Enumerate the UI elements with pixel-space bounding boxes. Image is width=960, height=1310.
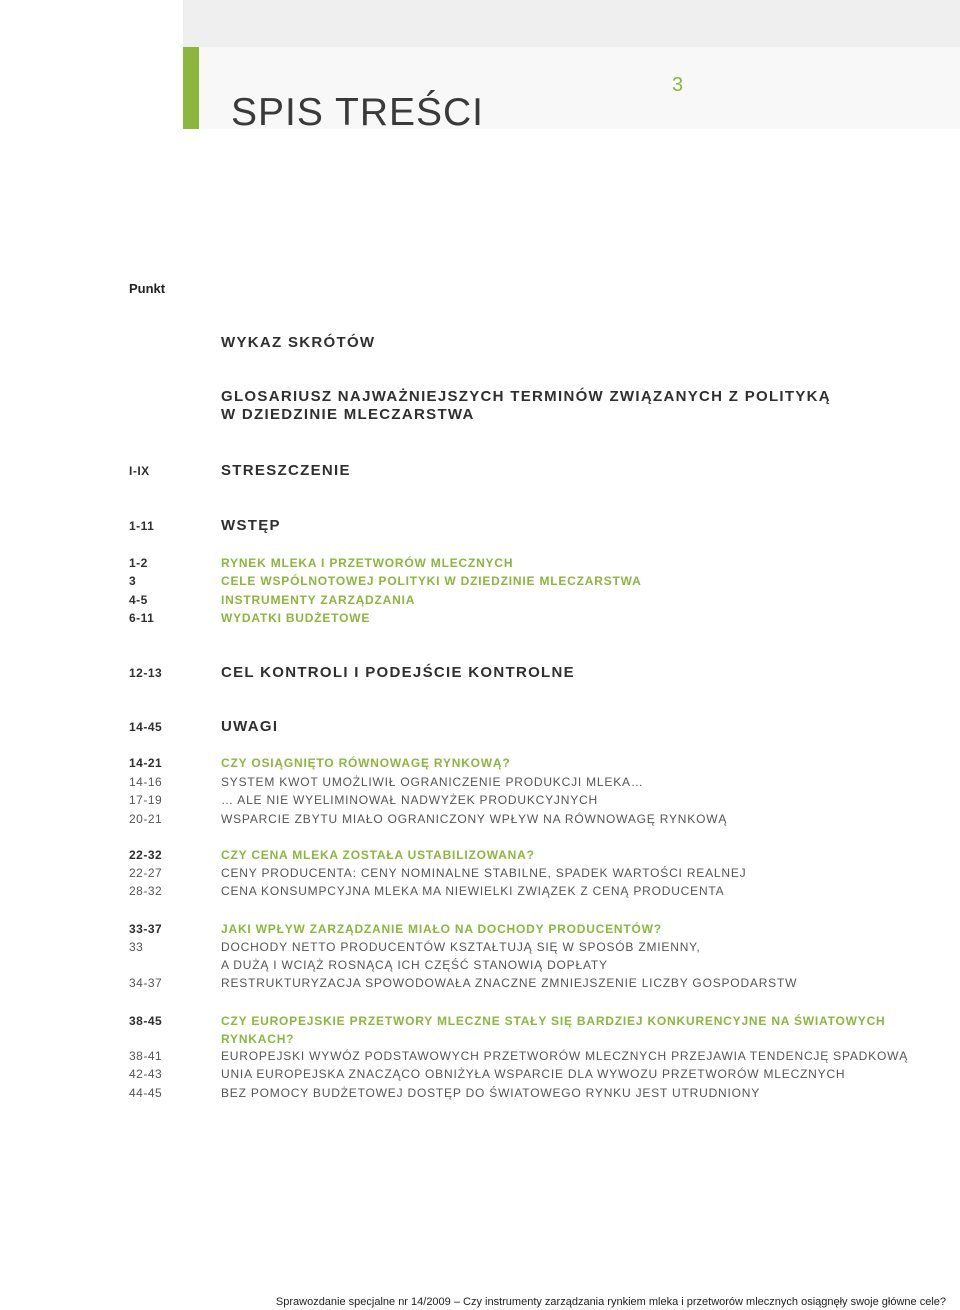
- toc-entry[interactable]: [0, 756, 960, 776]
- toc-entry[interactable]: [0, 664, 960, 684]
- toc-entry-number: 22-27: [129, 866, 163, 880]
- toc-entry-number: 42-43: [129, 1067, 163, 1081]
- toc-entry-number: 6-11: [129, 611, 155, 625]
- toc-entry-title: WSTĘP: [221, 517, 281, 534]
- toc-entry-title: RYNEK MLEKA I PRZETWORÓW MLECZNYCH: [221, 556, 514, 570]
- toc-entry-number: 1-2: [129, 556, 148, 570]
- toc-entry-title: BEZ POMOCY BUDŻETOWEJ DOSTĘP DO ŚWIATOWEGO RYNKU JEST UTRUDNIONY: [221, 1086, 761, 1100]
- toc-entry-title: UNIA EUROPEJSKA ZNACZĄCO OBNIŻYŁA WSPARCIE DLA WYWOZU PRZETWORÓW MLECZNYCH: [221, 1067, 846, 1081]
- toc-entry-title: DOCHODY NETTO PRODUCENTÓW KSZTAŁTUJĄ SIĘ W SPOSÓB ZMIENNY,: [221, 940, 701, 954]
- toc-entry[interactable]: [0, 1049, 960, 1069]
- toc-entry[interactable]: [0, 611, 960, 631]
- toc-entry-number: 38-45: [129, 1014, 163, 1028]
- toc-entry-number: 17-19: [129, 793, 163, 807]
- toc-entry-title: STRESZCZENIE: [221, 462, 351, 479]
- toc-entry[interactable]: [0, 958, 960, 978]
- toc-entry[interactable]: [0, 462, 960, 482]
- toc-entry[interactable]: [0, 976, 960, 996]
- toc-entry-number: 14-45: [129, 720, 163, 734]
- toc-entry-title: … ALE NIE WYELIMINOWAŁ NADWYŻEK PRODUKCYJNYCH: [221, 793, 598, 807]
- toc-entry[interactable]: [0, 793, 960, 813]
- toc-entry-title: SYSTEM KWOT UMOŻLIWIŁ OGRANICZENIE PRODUKCJI MLEKA…: [221, 775, 644, 789]
- toc-entry-number: 1-11: [129, 519, 155, 533]
- toc-entry-title: RYNKACH?: [221, 1032, 295, 1046]
- toc-entry-title: JAKI WPŁYW ZARZĄDZANIE MIAŁO NA DOCHODY PRODUCENTÓW?: [221, 922, 662, 936]
- toc-entry[interactable]: [0, 1067, 960, 1087]
- toc-entry[interactable]: [0, 593, 960, 613]
- toc-entry[interactable]: [0, 517, 960, 537]
- toc-entry-title: CENA KONSUMPCYJNA MLEKA MA NIEWIELKI ZWIĄZEK Z CENĄ PRODUCENTA: [221, 884, 725, 898]
- toc-entry-number: 14-21: [129, 756, 163, 770]
- toc-entry-number: 28-32: [129, 884, 163, 898]
- toc-entry-number: 14-16: [129, 775, 163, 789]
- toc-entry[interactable]: [0, 334, 960, 354]
- toc-entry-number: 3: [129, 574, 137, 588]
- toc-entry-number: 34-37: [129, 976, 163, 990]
- toc-entry[interactable]: [0, 1014, 960, 1034]
- toc-entry-title: CZY EUROPEJSKIE PRZETWORY MLECZNE STAŁY SIĘ BARDZIEJ KONKURENCYJNE NA ŚWIATOWYCH: [221, 1014, 886, 1028]
- toc-entry-number: I-IX: [129, 464, 150, 478]
- toc-entry-number: 22-32: [129, 848, 163, 862]
- header-gray-band: [183, 0, 960, 47]
- toc-entry-title: WYKAZ SKRÓTÓW: [221, 334, 376, 351]
- toc-entry[interactable]: [0, 1086, 960, 1106]
- toc-entry[interactable]: [0, 884, 960, 904]
- toc-entry-number: 33: [129, 940, 144, 954]
- toc-entry[interactable]: [0, 718, 960, 738]
- page-title: SPIS TREŚCI: [231, 91, 485, 134]
- toc-entry-title: CELE WSPÓLNOTOWEJ POLITYKI W DZIEDZINIE MLECZARSTWA: [221, 574, 642, 588]
- toc-entry-title: CZY OSIĄGNIĘTO RÓWNOWAGĘ RYNKOWĄ?: [221, 756, 511, 770]
- toc-entry-title: UWAGI: [221, 718, 279, 735]
- toc-entry[interactable]: [0, 848, 960, 868]
- toc-entry-number: 4-5: [129, 593, 148, 607]
- toc-entry-number: 44-45: [129, 1086, 163, 1100]
- column-label-punkt: Punkt: [129, 281, 166, 296]
- toc-entry-number: 38-41: [129, 1049, 163, 1063]
- toc-entry-title: CZY CENA MLEKA ZOSTAŁA USTABILIZOWANA?: [221, 848, 535, 862]
- toc-entry[interactable]: [0, 775, 960, 795]
- toc-entry-title: W DZIEDZINIE MLECZARSTWA: [221, 406, 475, 423]
- toc-entry-title: CEL KONTROLI I PODEJŚCIE KONTROLNE: [221, 664, 575, 681]
- toc-entry[interactable]: [0, 866, 960, 886]
- toc-entry-title: EUROPEJSKI WYWÓZ PODSTAWOWYCH PRZETWORÓW MLECZNYCH PRZEJAWIA TENDENCJĘ SPADKOWĄ: [221, 1049, 909, 1063]
- toc-entry-number: 33-37: [129, 922, 163, 936]
- toc-entry[interactable]: [0, 406, 960, 426]
- toc-entry[interactable]: [0, 812, 960, 832]
- header-green-bar: [183, 47, 199, 129]
- toc-entry[interactable]: [0, 574, 960, 594]
- toc-entry-title: GLOSARIUSZ NAJWAŻNIEJSZYCH TERMINÓW ZWIĄZANYCH Z POLITYKĄ: [221, 388, 831, 405]
- toc-entry-number: 12-13: [129, 666, 163, 680]
- toc-entry[interactable]: [0, 940, 960, 960]
- toc-entry-title: WSPARCIE ZBYTU MIAŁO OGRANICZONY WPŁYW NA RÓWNOWAGĘ RYNKOWĄ: [221, 812, 728, 826]
- toc-entry-title: RESTRUKTURYZACJA SPOWODOWAŁA ZNACZNE ZMNIEJSZENIE LICZBY GOSPODARSTW: [221, 976, 798, 990]
- toc-entry-title: CENY PRODUCENTA: CENY NOMINALNE STABILNE, SPADEK WARTOŚCI REALNEJ: [221, 866, 747, 880]
- toc-entry-title: INSTRUMENTY ZARZĄDZANIA: [221, 593, 416, 607]
- page-number: 3: [672, 74, 684, 96]
- toc-entry-title: WYDATKI BUDŻETOWE: [221, 611, 371, 625]
- footer-text: Sprawozdanie specjalne nr 14/2009 – Czy instrumenty zarządzania rynkiem mleka i przetworów mlecznych osiągnęły swoje główne cele?: [275, 1296, 946, 1308]
- toc-entry[interactable]: [0, 388, 960, 408]
- toc-entry[interactable]: [0, 556, 960, 576]
- toc-entry-title: A DUŻĄ I WCIĄŻ ROSNĄCĄ ICH CZĘŚĆ STANOWIĄ DOPŁATY: [221, 958, 608, 972]
- toc-entry-number: 20-21: [129, 812, 163, 826]
- toc-entry[interactable]: [0, 922, 960, 942]
